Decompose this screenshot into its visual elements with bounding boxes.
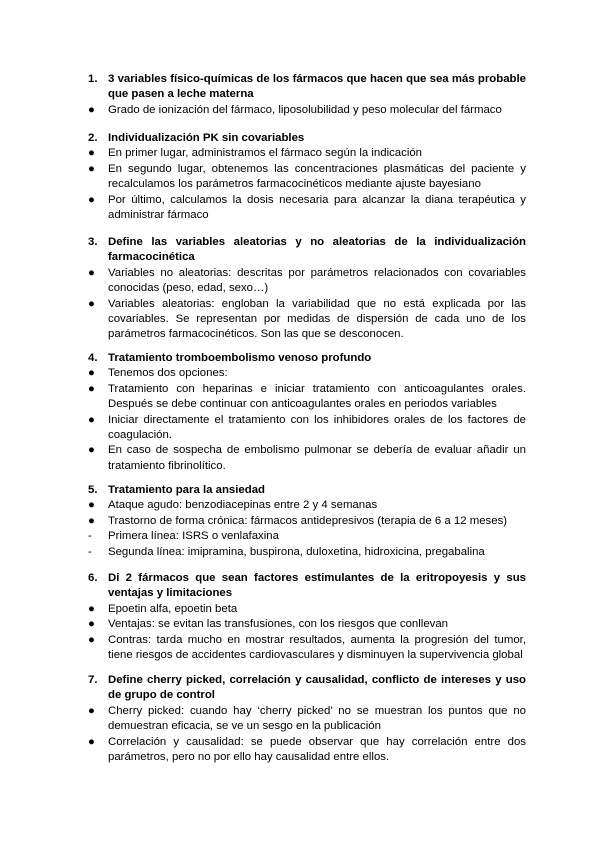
item-text: Por último, calculamos la dosis necesaria para alcanzar la diana terapéutica y administrar fármaco — [108, 193, 526, 222]
bullet-icon: ● — [88, 602, 95, 615]
question-number: 1. — [88, 73, 98, 85]
question-title: 3 variables físico-químicas de los fármacos que hacen que sea más probable que pasen a leche materna — [108, 73, 526, 101]
item-text: En primer lugar, administramos el fármaco según la indicación — [108, 147, 423, 160]
question-number: 2. — [88, 132, 98, 144]
item-text: Tratamiento con heparinas e iniciar tratamiento con anticoagulantes orales. Después se debe continuar con anticoagulantes orales en periodos variables — [108, 382, 526, 411]
bullet-icon: ● — [88, 499, 95, 512]
item-text: Segunda línea: imipramina, buspirona, duloxetina, hidroxicina, pregabalina — [108, 545, 485, 558]
bullet-icon: ● — [88, 633, 95, 646]
bullet-icon: ● — [88, 514, 95, 527]
question-number: 6. — [88, 572, 98, 584]
question-title: Di 2 fármacos que sean factores estimulantes de la eritropoyesis y sus ventajas y limitaciones — [108, 572, 526, 600]
item-text: Contras: tarda mucho en mostrar resultados, aumenta la progresión del tumor, tiene riesgos de accidentes cardiovasculares y disminuyen la supervivencia global — [108, 633, 526, 662]
item-text: Correlación y causalidad: se puede observar que hay correlación entre dos parámetros, pero no por ello hay causalidad entre ellos. — [108, 735, 526, 764]
bullet-icon: ● — [88, 618, 95, 631]
list-item — [88, 162, 526, 193]
list-item — [88, 382, 526, 413]
bullet-icon: ● — [88, 382, 95, 395]
question-number: 5. — [88, 484, 98, 496]
list-item — [88, 633, 526, 664]
list-item — [88, 266, 526, 297]
item-text: Variables no aleatorias: descritas por parámetros relacionados con covariables conocidas (peso, edad, sexo…) — [108, 266, 526, 295]
item-text: Variables aleatorias: engloban la variabilidad que no está explicada por las covariables. Se representan por medidas de dispersión de cada uno de los parámetros farmacocinéticos. Son las que se desconocen. — [108, 297, 526, 341]
bullet-icon: ● — [88, 704, 95, 717]
list-item — [88, 514, 526, 529]
list-item — [88, 498, 526, 513]
question-title: Define las variables aleatorias y no aleatorias de la individualización farmacocinética — [108, 236, 526, 264]
bullet-icon: ● — [88, 266, 95, 279]
list-item — [88, 366, 526, 381]
item-text: Trastorno de forma crónica: fármacos antidepresivos (terapia de 6 a 12 meses) — [108, 514, 508, 527]
list-item — [88, 443, 526, 474]
bullet-icon: ● — [88, 147, 95, 160]
item-text: Cherry picked: cuando hay ‘cherry picked’ no se muestran los puntos que no demuestran eficacia, se ve un sesgo en la publicación — [108, 704, 526, 733]
list-item — [88, 146, 526, 161]
bullet-icon: ● — [88, 444, 95, 457]
question-section-4 — [88, 351, 526, 474]
list-item — [88, 602, 526, 617]
list-item — [88, 735, 526, 766]
question-title: Tratamiento para la ansiedad — [108, 484, 265, 496]
bullet-icon: ● — [88, 103, 95, 116]
list-item — [88, 103, 526, 118]
item-text: Iniciar directamente el tratamiento con los inhibidores orales de los factores de coagulación. — [108, 413, 526, 442]
list-item — [88, 193, 526, 224]
bullet-icon: ● — [88, 297, 95, 310]
question-number: 4. — [88, 352, 98, 364]
item-text: Tenemos dos opciones: — [108, 367, 228, 380]
bullet-icon: ● — [88, 735, 95, 748]
list-item — [88, 617, 526, 632]
item-text: En segundo lugar, obtenemos las concentraciones plasmáticas del paciente y recalculamos los parámetros farmacocinéticos mediante ajuste bayesiano — [108, 162, 526, 191]
list-item — [88, 545, 526, 560]
question-section-6 — [88, 571, 526, 663]
item-text: Grado de ionización del fármaco, liposolubilidad y peso molecular del fármaco — [108, 103, 502, 116]
question-section-2 — [88, 131, 526, 223]
item-text: En caso de sospecha de embolismo pulmonar se debería de evaluar añadir un tratamiento fibrinolítico. — [108, 444, 526, 472]
list-item — [88, 704, 526, 735]
list-item — [88, 297, 526, 343]
dash-icon: - — [88, 530, 92, 543]
list-item — [88, 529, 526, 544]
dash-icon: - — [88, 545, 92, 558]
item-text: Ataque agudo: benzodiacepinas entre 2 y 4 semanas — [108, 499, 378, 512]
question-number: 7. — [88, 674, 98, 686]
question-number: 3. — [88, 236, 98, 248]
question-section-7 — [88, 673, 526, 765]
question-section-5 — [88, 483, 526, 560]
item-text: Primera línea: ISRS o venlafaxina — [108, 530, 279, 543]
question-section-3 — [88, 235, 526, 343]
item-text: Epoetin alfa, epoetin beta — [108, 602, 238, 615]
bullet-icon: ● — [88, 193, 95, 206]
question-section-1 — [88, 72, 526, 118]
bullet-icon: ● — [88, 162, 95, 175]
list-item — [88, 413, 526, 444]
question-title: Define cherry picked, correlación y causalidad, conflicto de intereses y uso de grupo de control — [108, 674, 526, 702]
question-title: Tratamiento tromboembolismo venoso profundo — [108, 352, 372, 364]
item-text: Ventajas: se evitan las transfusiones, con los riesgos que conllevan — [108, 618, 449, 631]
bullet-icon: ● — [88, 413, 95, 426]
bullet-icon: ● — [88, 367, 95, 380]
question-title: Individualización PK sin covariables — [108, 132, 305, 144]
